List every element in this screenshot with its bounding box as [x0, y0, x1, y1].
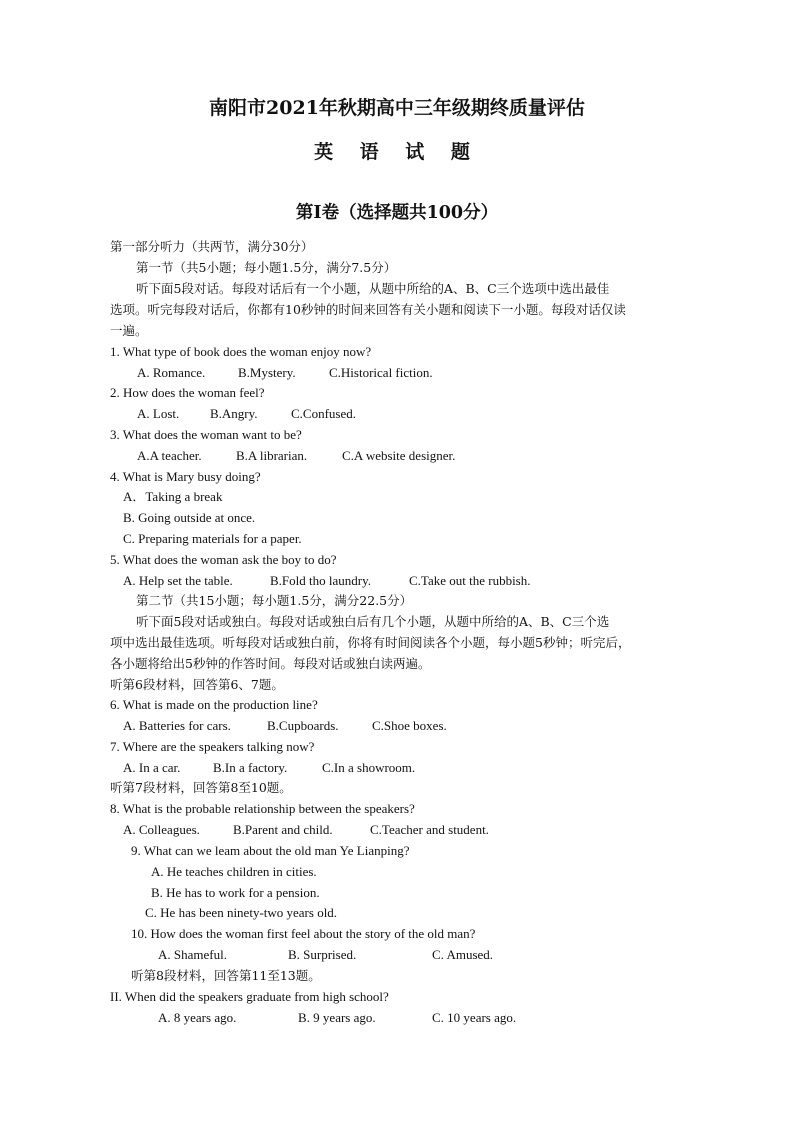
q11-option-b: B. 9 years ago. [298, 1010, 376, 1025]
section2-instruction-2: 项中选出最佳选项。听每段对话或独白前，你将有时间阅读各个小题，每小题5秒钟；听完后， [110, 635, 631, 650]
q4-option-c: C. Preparing materials for a paper. [123, 531, 302, 546]
q8-option-a: A. Colleagues. [123, 822, 200, 837]
q2-option-c: C.Confused. [291, 406, 356, 421]
q5-option-b: B.Fold tho laundry. [270, 573, 371, 588]
q5-option-c: C.Take out the rubbish. [409, 573, 531, 588]
q1-option-a: A. Romance. [137, 365, 206, 380]
q10-option-c: C. Amused. [432, 947, 494, 962]
q9-option-b: B. He has to work for a pension. [151, 885, 320, 900]
q3-option-b: B.A librarian. [236, 448, 308, 463]
q2-option-b: B.Angry. [210, 406, 258, 421]
material-8-heading: 听第8段材料，回答第11至13题。 [131, 968, 321, 983]
q7-option-b: B.In a factory. [213, 760, 288, 775]
q8-option-b: B.Parent and child. [233, 822, 333, 837]
question-8: 8. What is the probable relationship between the speakers? [110, 801, 415, 816]
q3-option-a: A.A teacher. [137, 448, 202, 463]
section1-heading: 第一节（共5小题；每小题1.5分，满分7.5分） [136, 260, 397, 275]
q6-option-c: C.Shoe boxes. [372, 718, 447, 733]
q10-option-a: A. Shameful. [158, 947, 227, 962]
q2-option-a: A. Lost. [137, 406, 180, 421]
question-5: 5. What does the woman ask the boy to do? [110, 552, 337, 567]
question-4: 4. What is Mary busy doing? [110, 469, 261, 484]
q9-option-c: C. He has been ninety-two years old. [145, 905, 338, 920]
section1-instruction-3: 一遍。 [110, 323, 148, 338]
part1-heading: 第一部分听力（共两节，满分30分） [110, 239, 314, 254]
q6-option-b: B.Cupboards. [267, 718, 339, 733]
section2-instruction-3: 各小题将给出5秒钟的作答时间。每段对话或独白读两遍。 [110, 656, 431, 671]
q11-option-a: A. 8 years ago. [158, 1010, 237, 1025]
q11-option-c: C. 10 years ago. [432, 1010, 517, 1025]
exam-title: 南阳市2021年秋期高中三年级期终质量评估 [209, 97, 585, 119]
section-title: 第Ⅰ卷（选择题共100分） [295, 203, 499, 223]
q8-option-c: C.Teacher and student. [370, 822, 489, 837]
question-2: 2. How does the woman feel? [110, 385, 265, 400]
q6-option-a: A. Batteries for cars. [123, 718, 231, 733]
section1-instruction-1: 听下面5段对话。每段对话后有一个小题，从题中所给的A、B、C三个选项中选出最佳 [136, 281, 610, 296]
q3-option-c: C.A website designer. [342, 448, 456, 463]
q1-option-c: C.Historical fiction. [329, 365, 433, 380]
question-10: 10. How does the woman first feel about the story of the old man? [131, 926, 476, 941]
exam-subtitle: 英 语 试 题 [314, 141, 480, 163]
q7-option-c: C.In a showroom. [322, 760, 416, 775]
material-7-heading: 听第7段材料，回答第8至10题。 [110, 780, 292, 795]
question-6: 6. What is made on the production line? [110, 697, 318, 712]
question-11: II. When did the speakers graduate from high school? [110, 989, 389, 1004]
section1-instruction-2: 选项。听完每段对话后，你都有10秒钟的时间来回答有关小题和阅读下一小题。每段对话仅读 [110, 302, 626, 317]
section2-instruction-1: 听下面5段对话或独白。每段对话或独白后有几个小题，从题中所给的A、B、C三个选 [136, 614, 610, 629]
question-7: 7. Where are the speakers talking now? [110, 739, 315, 754]
question-3: 3. What does the woman want to be? [110, 427, 302, 442]
section2-heading: 第二节（共15小题；每小题1.5分，满分22.5分） [136, 593, 413, 608]
q5-option-a: A. Help set the table. [123, 573, 233, 588]
q7-option-a: A. In a car. [123, 760, 181, 775]
q4-option-b: B. Going outside at once. [123, 510, 256, 525]
q4-option-a: A．Taking a break [123, 489, 223, 504]
question-9: 9. What can we leam about the old man Ye Lianping? [131, 843, 410, 858]
q9-option-a: A. He teaches children in cities. [151, 864, 317, 879]
q10-option-b: B. Surprised. [288, 947, 357, 962]
q1-option-b: B.Mystery. [238, 365, 296, 380]
question-1: 1. What type of book does the woman enjoy now? [110, 344, 372, 359]
material-6-heading: 听第6段材料，回答第6、7题。 [110, 677, 284, 692]
